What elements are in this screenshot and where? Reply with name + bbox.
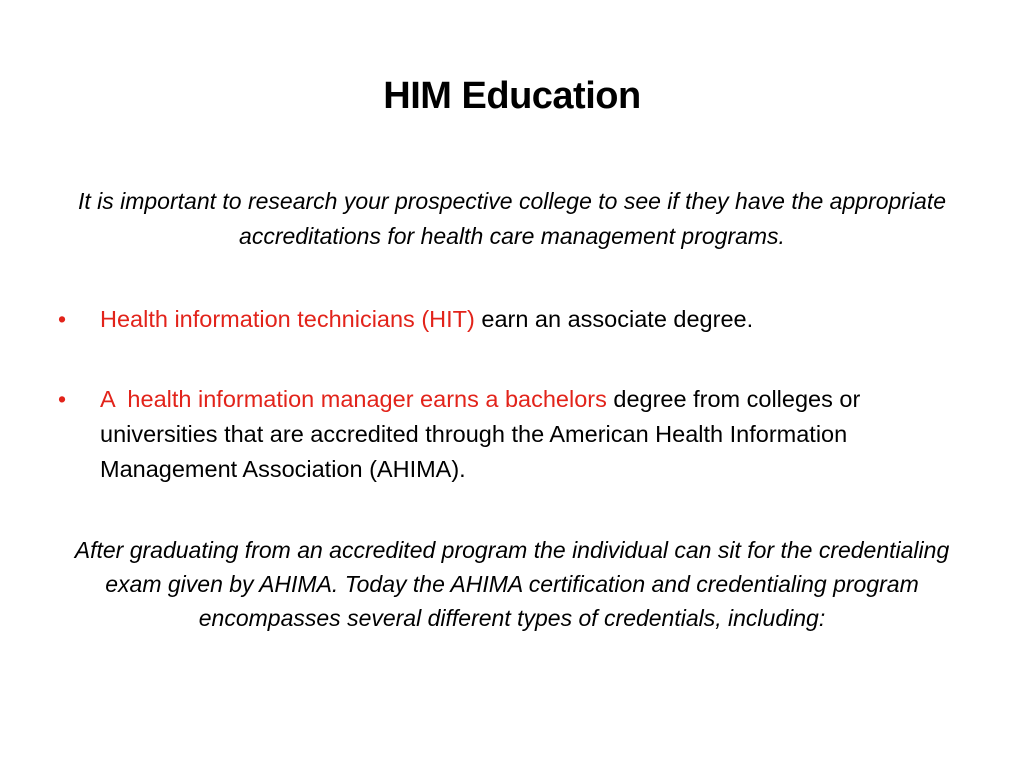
bullet-marker-icon: •	[58, 306, 67, 332]
bullet-highlight-text: A health information manager earns a bachelors	[100, 386, 607, 412]
bullet-text: earn an associate degree.	[474, 306, 754, 332]
bullet-item-him	[55, 382, 965, 487]
intro-paragraph: It is important to research your prospective college to see if they have the appropriate accreditations for health care management programs.	[77, 188, 947, 249]
bullet-item-hit	[55, 302, 965, 337]
closing-paragraph: After graduating from an accredited program the individual can sit for the credentialing exam given by AHIMA. Today the AHIMA certification and credentialing program encompasses several different types of credentials, including:	[74, 537, 950, 631]
slide-title: HIM Education	[383, 75, 641, 117]
bullet-list	[55, 302, 965, 487]
bullet-highlight-text: Health information technicians (HIT)	[100, 306, 475, 332]
bullet-text: degree from colleges or universities that are accredited through the American Health Information Management Association (AHIMA).	[100, 386, 861, 482]
bullet-marker-icon: •	[58, 386, 67, 412]
